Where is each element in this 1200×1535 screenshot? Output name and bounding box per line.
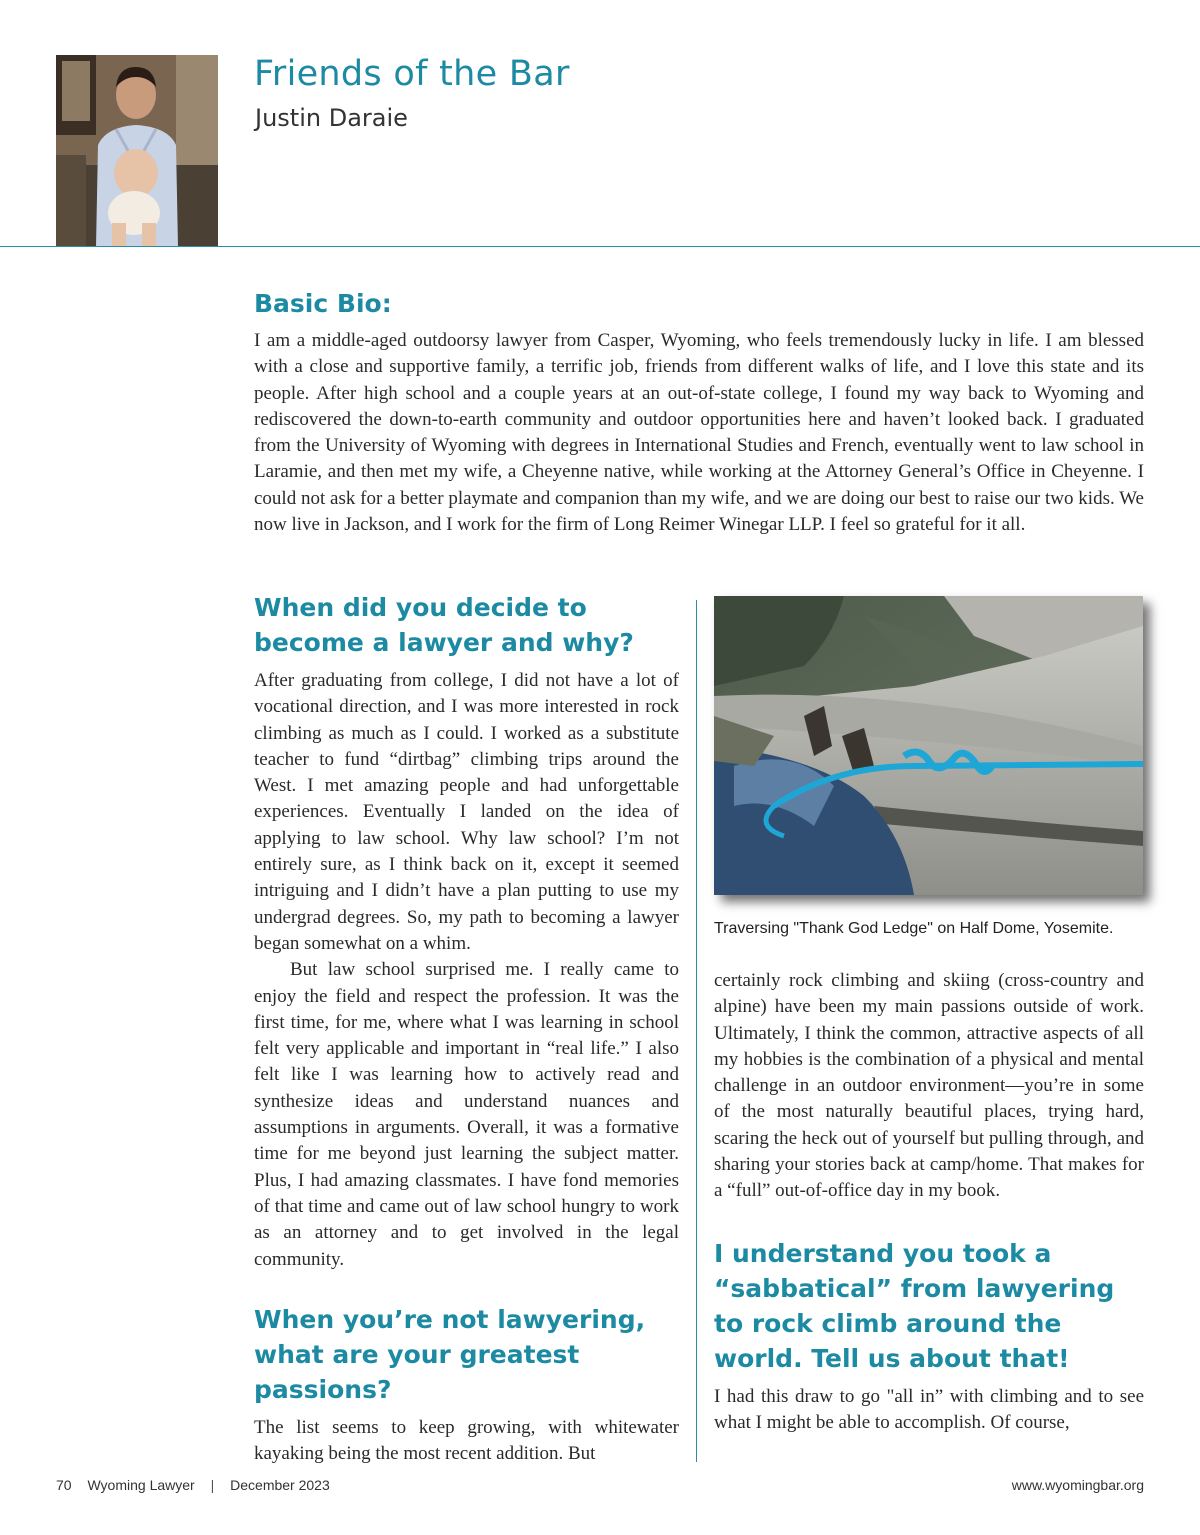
- footer-left: [56, 1477, 330, 1493]
- answer-become-lawyer-p2: But law school surprised me. I really came to enjoy the field and respect the profession. It was the first time, for me, where what I was learning in school felt very applicable and important in “real life.” I also felt like I was learning how to actively read and synthesize ideas and understand nuances and assumptions in arguments. Overall, it was a formative time for me beyond just learning the subject matter. Plus, I had amazing classmates. I have fond memories of that time and came out of law school hungry to work as an attorney and to get involved in the legal community.: [254, 959, 679, 1270]
- answer-become-lawyer-p1: After graduating from college, I did not have a lot of vocational direction, and I was more interested in rock climbing as much as I could. I worked as a substitute teacher to fund “dirtbag” climbing trips around the West. I met amazing people and had unforgettable experiences. Eventually I landed on the idea of applying to law school. Why law school? I’m not entirely sure, as I think back on it, except it seemed intriguing and I didn’t have a plan putting to use my undergrad degrees. So, my path to becoming a lawyer began somewhat on a whim.: [254, 670, 679, 954]
- page-title: Friends of the Bar: [254, 54, 570, 94]
- footer-separator: |: [210, 1477, 215, 1493]
- bio-heading: Basic Bio:: [254, 289, 392, 318]
- author-name: Justin Daraie: [255, 104, 408, 132]
- bio-paragraph: I am a middle-aged outdoorsy lawyer from Casper, Wyoming, who feels tremendously lucky in life. I am blessed with a close and supportive family, a terrific job, friends from different walks of life, and I love this state and its people. After high school and a couple years at an out-of-state college, I found my way back to Wyoming and rediscovered the down-to-earth community and outdoor opportunities here and haven’t looked back. I graduated from the University of Wyoming with degrees in International Studies and French, eventually went to law school in Laramie, and then met my wife, a Cheyenne native, while working at the Attorney General’s Office in Cheyenne. I could not ask for a better playmate and companion than my wife, and we are doing our best to raise our two kids. We now live in Jackson, and I work for the firm of Long Reimer Winegar LLP. I feel so grateful for it all.: [254, 330, 1144, 536]
- question-sabbatical-heading: I understand you took a “sabbatical” from lawyering to rock climb around the world. Tell us about that!: [714, 1238, 1115, 1373]
- page-number: 70: [56, 1477, 72, 1493]
- author-portrait: [56, 55, 218, 247]
- header-rule: [0, 246, 1200, 247]
- right-column: [714, 968, 1144, 1436]
- answer-passions-p1-start: The list seems to keep growing, with whitewater kayaking being the most recent addition. But: [254, 1416, 679, 1465]
- issue-date: December 2023: [230, 1477, 330, 1493]
- photo-caption: Traversing "Thank God Ledge" on Half Dome, Yosemite.: [714, 920, 1114, 937]
- publication-name: Wyoming Lawyer: [87, 1477, 195, 1493]
- question-become-lawyer-heading: When did you decide to become a lawyer and why?: [254, 593, 634, 657]
- answer-passions-p1-continued: certainly rock climbing and skiing (cross-country and alpine) have been my main passions outside of work. Ultimately, I think the common, attractive aspects of all my hobbies is the combination of a physical and mental challenge in an outdoor environment—you’re in some of the most naturally beautiful places, trying hard, scaring the heck out of yourself but pulling through, and sharing your stories back at camp/home. That makes for a “full” out-of-office day in my book.: [714, 970, 1144, 1202]
- answer-sabbatical-p1-start: I had this draw to go "all in” with climbing and to see what I might be able to accomplish. Of course,: [714, 1385, 1144, 1433]
- question-passions-heading: When you’re not lawyering, what are your greatest passions?: [254, 1304, 646, 1404]
- column-divider: [696, 600, 697, 1462]
- website-link[interactable]: www.wyomingbar.org: [1011, 1477, 1144, 1493]
- left-column: [254, 590, 679, 1467]
- climbing-photo: [714, 596, 1143, 895]
